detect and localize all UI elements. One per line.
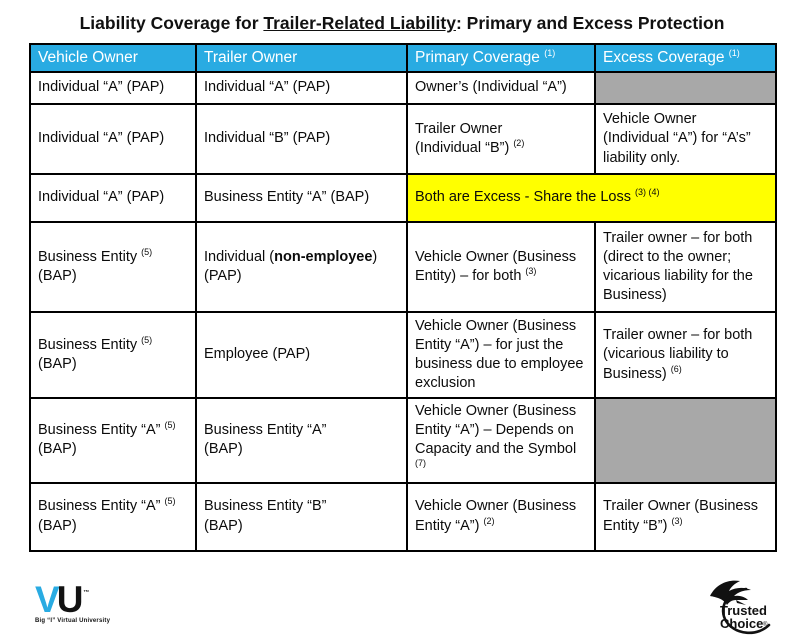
cell-r3-c1: Individual “A” (PAP)	[30, 174, 196, 222]
trademark-symbol: ™	[83, 590, 90, 596]
table-row-5	[30, 312, 776, 398]
trusted-choice-line2: Choice	[720, 616, 764, 631]
table-row-2	[30, 104, 776, 174]
cell-r2-c4: Vehicle Owner (Individual “A”) for “A’s” liability only.	[595, 104, 776, 174]
trusted-choice-logo	[696, 576, 780, 638]
vu-logo-letters	[35, 579, 110, 620]
table-row-6	[30, 398, 776, 483]
coverage-table-body	[30, 72, 776, 551]
cell-r6-c3: Vehicle Owner (Business Entity “A”) – Depends on Capacity and the Symbol $^{(7)}$	[407, 398, 595, 483]
cell-r5-c3: Vehicle Owner (Business Entity “A”) – for just the business due to employee exclusion	[407, 312, 595, 398]
cell-r5-c1: Business Entity $^{(5)}$ (BAP)	[30, 312, 196, 398]
trusted-choice-line1: Trusted	[720, 603, 767, 618]
vu-letter-v: V	[35, 579, 57, 620]
column-header-1: Vehicle Owner	[30, 44, 196, 72]
table-row-4	[30, 222, 776, 312]
cell-r2-c2: Individual “B” (PAP)	[196, 104, 407, 174]
vu-letter-u: U	[56, 579, 81, 620]
vu-tagline: Big “I” Virtual University	[35, 618, 111, 625]
table-row-7	[30, 483, 776, 551]
cell-r6-c2: Business Entity “A” (BAP)	[196, 398, 407, 483]
cell-r7-c2: Business Entity “B” (BAP)	[196, 483, 407, 551]
cell-r1-c2: Individual “A” (PAP)	[196, 72, 407, 104]
cell-r1-c4	[595, 72, 776, 104]
cell-r4-c3: Vehicle Owner (Business Entity) – for both $^{(3)}$	[407, 222, 595, 312]
title-suffix: : Primary and Excess Protection	[455, 13, 725, 33]
cell-r2-c3: Trailer Owner (Individual “B”) $^{(2)}$	[407, 104, 595, 174]
table-row-3	[30, 174, 776, 222]
column-header-2: Trailer Owner	[196, 44, 407, 72]
liability-coverage-table	[29, 43, 777, 552]
title-underlined-phrase: Trailer-Related Liability	[263, 13, 456, 33]
cell-r6-c4	[595, 398, 776, 483]
vu-logo	[35, 579, 111, 625]
cell-r5-c4: Trailer owner – for both (vicarious liability to Business) $^{(6)}$	[595, 312, 776, 398]
cell-r6-c1: Business Entity “A” $^{(5)}$ (BAP)	[30, 398, 196, 483]
column-header-3: Primary Coverage $^{(1)}$	[407, 44, 595, 72]
cell-r3-c2: Business Entity “A” (BAP)	[196, 174, 407, 222]
footer	[0, 572, 804, 641]
registered-symbol: ®	[763, 622, 768, 628]
cell-r7-c1: Business Entity “A” $^{(5)}$ (BAP)	[30, 483, 196, 551]
cell-r4-c1: Business Entity $^{(5)}$ (BAP)	[30, 222, 196, 312]
cell-r1-c3: Owner’s (Individual “A”)	[407, 72, 595, 104]
cell-r2-c1: Individual “A” (PAP)	[30, 104, 196, 174]
title-prefix: Liability Coverage for	[79, 13, 264, 33]
cell-r7-c4: Trailer Owner (Business Entity “B”) $^{(3)}$	[595, 483, 776, 551]
table-row-1	[30, 72, 776, 104]
cell-r5-c2: Employee (PAP)	[196, 312, 407, 398]
cell-r4-c4: Trailer owner – for both (direct to the owner; vicarious liability for the Business)	[595, 222, 776, 312]
page-title	[0, 13, 804, 34]
column-header-4: Excess Coverage $^{(1)}$	[595, 44, 776, 72]
cell-r7-c3: Vehicle Owner (Business Entity “A”) $^{(2)}$	[407, 483, 595, 551]
trusted-choice-emblem	[696, 576, 780, 638]
cell-r3-c3: Both are Excess - Share the Loss $^{(3) (4)}$	[407, 174, 776, 222]
cell-r4-c2: Individual (non-employee) (PAP)	[196, 222, 407, 312]
header-row	[30, 44, 776, 72]
cell-r1-c1: Individual “A” (PAP)	[30, 72, 196, 104]
eagle-icon	[710, 581, 751, 605]
